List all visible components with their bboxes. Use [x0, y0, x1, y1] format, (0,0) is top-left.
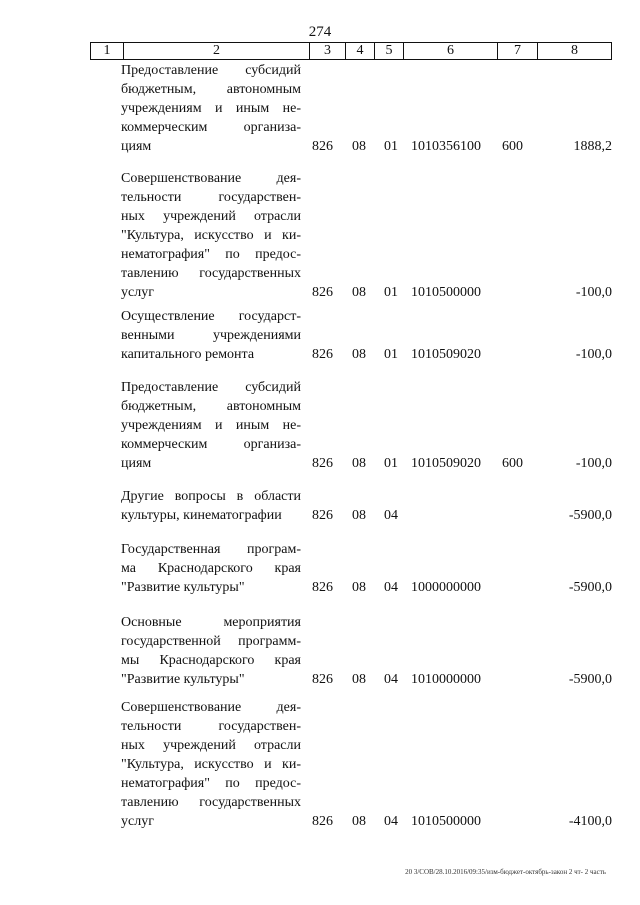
table-row: [0, 169, 640, 302]
podrazdel-code: 01: [384, 285, 398, 300]
description-line: Другие вопросы в области: [121, 489, 301, 504]
podrazdel-code: 04: [384, 508, 398, 523]
column-header-1: 1: [91, 43, 124, 59]
description-line: учреждениям и иным не-: [121, 101, 301, 116]
row-description: [121, 540, 301, 597]
vedomstvo-code: 826: [312, 456, 333, 471]
table-row: [0, 698, 640, 831]
description-line: "Культура, искусство и ки-: [121, 228, 301, 243]
amount-value: -5900,0: [568, 672, 612, 687]
vedomstvo-code: 826: [312, 672, 333, 687]
description-line: венными учреждениями: [121, 328, 301, 343]
description-line: тельности государствен-: [121, 719, 301, 734]
row-description: [121, 61, 301, 156]
table-row: [0, 487, 640, 525]
amount-value: -100,0: [575, 347, 612, 362]
description-line: ма Краснодарского края: [121, 561, 301, 576]
description-line: "Развитие культуры": [121, 672, 245, 687]
description-line: "Культура, искусство и ки-: [121, 757, 301, 772]
column-header-5: 5: [375, 43, 404, 59]
target-article-code: 1000000000: [411, 580, 481, 595]
description-line: тавлению государственных: [121, 795, 301, 810]
column-header-4: 4: [346, 43, 375, 59]
amount-value: -100,0: [575, 456, 612, 471]
target-article-code: 1010356100: [411, 139, 481, 154]
expense-type-code: 600: [502, 456, 523, 471]
row-description: [121, 378, 301, 473]
footer-filepath: 20 3/СОВ/28.10.2016/09:35/изм-бюджет-октябрь-закон 2 чт- 2 часть: [405, 868, 606, 876]
podrazdel-code: 04: [384, 672, 398, 687]
description-line: государственной программ-: [121, 634, 301, 649]
description-line: Государственная програм-: [121, 542, 301, 557]
razdel-code: 08: [352, 139, 366, 154]
row-description: [121, 698, 301, 831]
target-article-code: 1010509020: [411, 347, 481, 362]
description-line: Совершенствование дея-: [121, 171, 301, 186]
description-line: Предоставление субсидий: [121, 380, 301, 395]
description-line: Предоставление субсидий: [121, 63, 301, 78]
column-header-8: 8: [571, 43, 578, 58]
description-line: Совершенствование дея-: [121, 700, 301, 715]
vedomstvo-code: 826: [312, 508, 333, 523]
razdel-code: 08: [352, 285, 366, 300]
target-article-code: 1010500000: [411, 814, 481, 829]
page-number: 274: [308, 24, 332, 40]
vedomstvo-code: 826: [312, 139, 333, 154]
podrazdel-code: 04: [384, 814, 398, 829]
column-header-3: 3: [310, 43, 346, 59]
table-row: [0, 61, 640, 156]
column-header-row: [90, 42, 612, 60]
podrazdel-code: 01: [384, 347, 398, 362]
column-header-2: 2: [124, 43, 310, 59]
description-line: нематография" по предос-: [121, 776, 301, 791]
description-line: капитального ремонта: [121, 347, 255, 362]
target-article-code: 1010509020: [411, 456, 481, 471]
description-line: тавлению государственных: [121, 266, 301, 281]
description-line: циям: [121, 456, 152, 471]
row-description: [121, 307, 301, 364]
razdel-code: 08: [352, 814, 366, 829]
target-article-code: 1010500000: [411, 285, 481, 300]
description-line: "Развитие культуры": [121, 580, 245, 595]
description-line: ных учреждений отрасли: [121, 738, 301, 753]
vedomstvo-code: 826: [312, 814, 333, 829]
expense-type-code: 600: [502, 139, 523, 154]
description-line: нематография" по предос-: [121, 247, 301, 262]
amount-value: -5900,0: [568, 508, 612, 523]
razdel-code: 08: [352, 347, 366, 362]
description-line: коммерческим организа-: [121, 120, 301, 135]
amount-value: 1888,2: [573, 139, 612, 154]
description-line: коммерческим организа-: [121, 437, 301, 452]
description-line: тельности государствен-: [121, 190, 301, 205]
amount-value: -4100,0: [568, 814, 612, 829]
column-header-7: 7: [498, 43, 538, 59]
description-line: бюджетным, автономным: [121, 82, 301, 97]
description-line: бюджетным, автономным: [121, 399, 301, 414]
description-line: Осуществление государст-: [121, 309, 301, 324]
table-row: [0, 378, 640, 473]
description-line: циям: [121, 139, 152, 154]
amount-value: -100,0: [575, 285, 612, 300]
description-line: услуг: [121, 814, 154, 829]
description-line: Основные мероприятия: [121, 615, 301, 630]
description-line: мы Краснодарского края: [121, 653, 301, 668]
table-row: [0, 307, 640, 364]
amount-value: -5900,0: [568, 580, 612, 595]
description-line: ных учреждений отрасли: [121, 209, 301, 224]
vedomstvo-code: 826: [312, 347, 333, 362]
vedomstvo-code: 826: [312, 580, 333, 595]
row-description: [121, 613, 301, 689]
column-header-6: 6: [404, 43, 498, 59]
description-line: культуры, кинематографии: [121, 508, 282, 523]
row-description: [121, 169, 301, 302]
razdel-code: 08: [352, 580, 366, 595]
target-article-code: 1010000000: [411, 672, 481, 687]
row-description: [121, 487, 301, 525]
description-line: учреждениям и иным не-: [121, 418, 301, 433]
razdel-code: 08: [352, 456, 366, 471]
razdel-code: 08: [352, 508, 366, 523]
podrazdel-code: 01: [384, 456, 398, 471]
description-line: услуг: [121, 285, 154, 300]
table-row: [0, 613, 640, 689]
podrazdel-code: 04: [384, 580, 398, 595]
razdel-code: 08: [352, 672, 366, 687]
vedomstvo-code: 826: [312, 285, 333, 300]
podrazdel-code: 01: [384, 139, 398, 154]
table-row: [0, 540, 640, 597]
